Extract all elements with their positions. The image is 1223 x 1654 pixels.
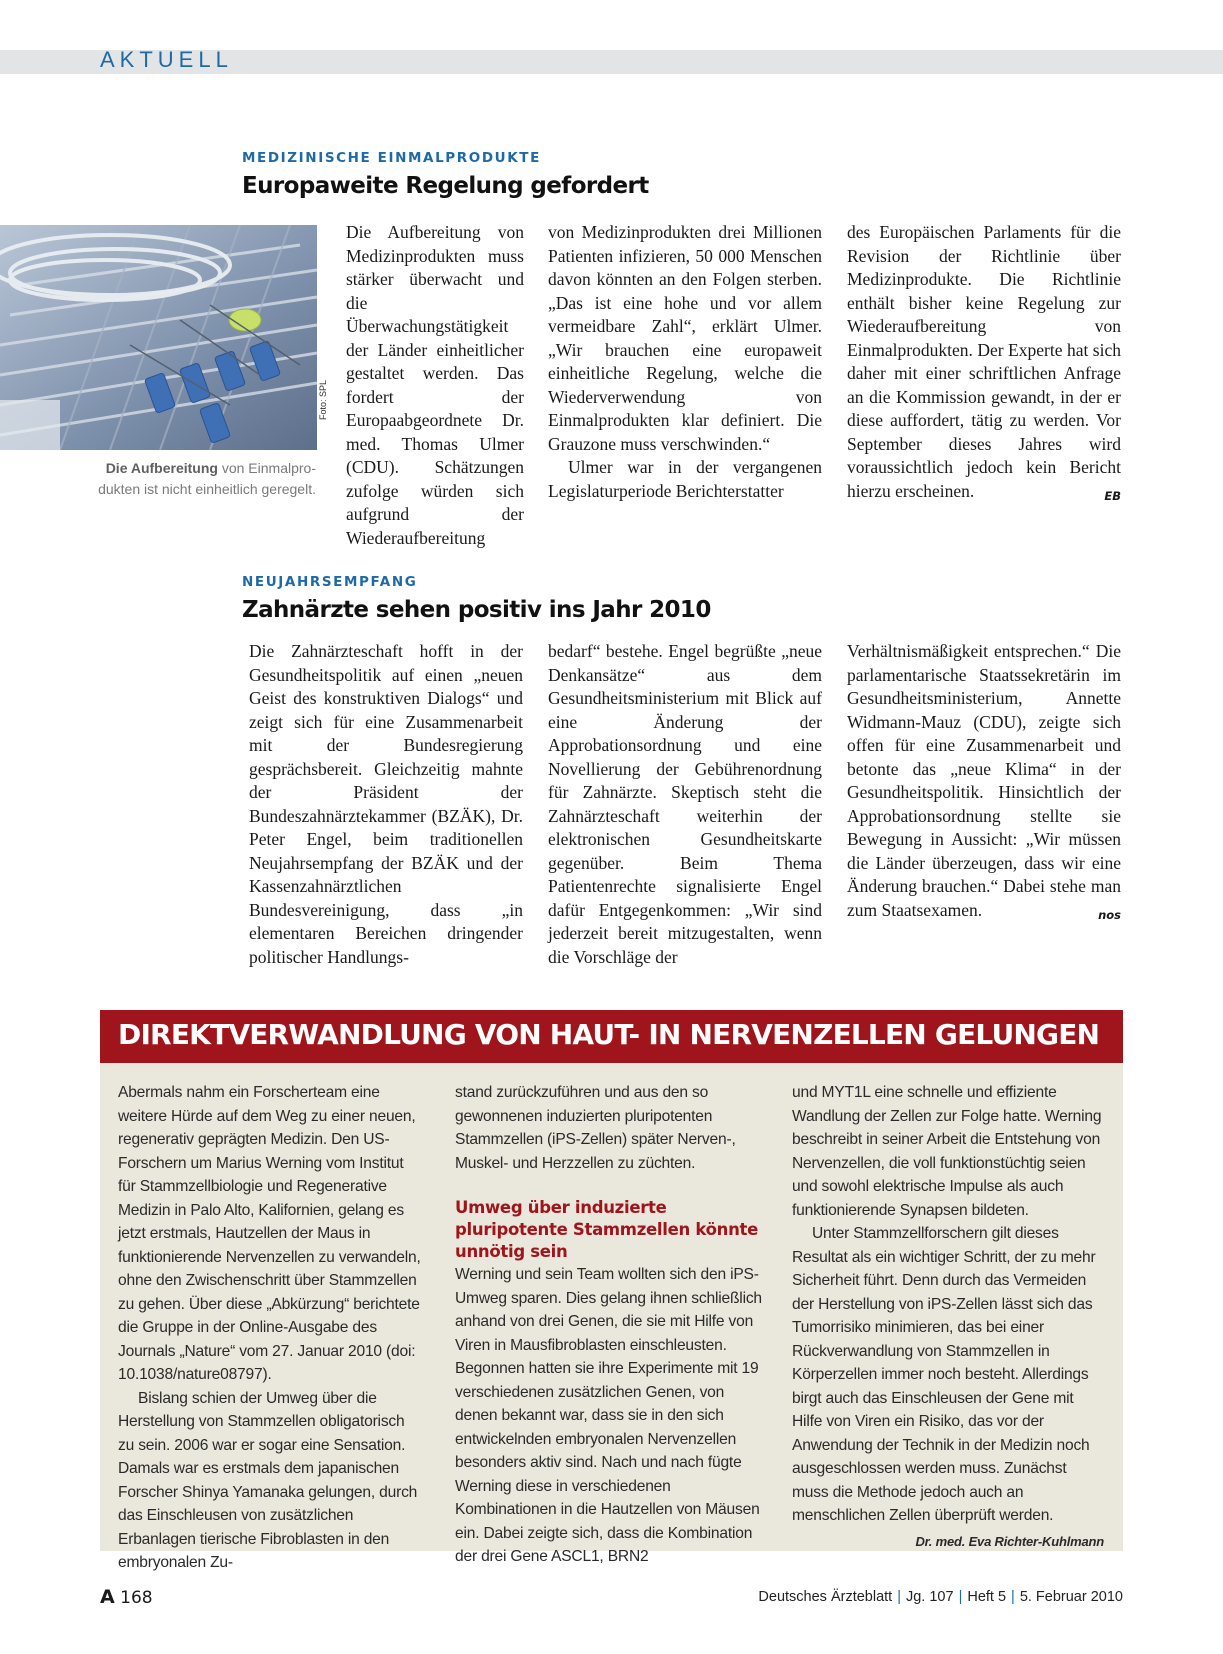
news-box-title: DIREKTVERWANDLUNG VON HAUT- IN NERVENZELLEN GELUNGEN bbox=[118, 1018, 1100, 1051]
article2-column-1 bbox=[249, 640, 523, 969]
article2-column-2 bbox=[548, 640, 822, 969]
journal-volume: Jg. 107 bbox=[905, 1589, 954, 1605]
article1-column-3 bbox=[847, 221, 1121, 508]
box-column-1 bbox=[118, 1081, 424, 1575]
article1-kicker: MEDIZINISCHE EINMALPRODUKTE bbox=[242, 150, 541, 166]
journal-issue: Heft 5 bbox=[967, 1589, 1007, 1605]
article1-col3-text bbox=[847, 221, 1121, 503]
box-col1-paragraph: Abermals nahm ein Forscherteam eine weitere Hürde auf dem Weg zu einer neuen, regenerativ geprägten Medizin. Den US-Forschern um Marius Werning vom Institut für Stammzellbiologie und Regenerative Medizin in Palo Alto, Kalifornien, gelang es jetzt erstmals, Hautzellen der Maus in funktionierende Nervenzellen zu verwandeln, ohne den Zwischenschritt über Stammzellen zu gehen. Über diese „Abkürzung“ berichtete die Gruppe in der Online-Ausgabe des Journals „Nature“ vom 27. Januar 2010 (doi: 10.1038/nature08797). bbox=[118, 1084, 421, 1383]
article1-title: Europaweite Regelung gefordert bbox=[242, 173, 649, 199]
box-column-2 bbox=[455, 1081, 767, 1569]
page-prefix: A bbox=[100, 1586, 115, 1608]
footer-separator: | bbox=[958, 1589, 963, 1605]
article2-col2-text: bedarf“ bestehe. Engel begrüßte „neue Denkansätze“ aus dem Gesundheitsministerium mit Blick auf eine Änderung der Approbationsordnung und eine Novellierung der Gebührenordnung für Zahnärzte. Skeptisch steht die Zahnärzteschaft weiterhin der elektronischen Gesundheitskarte gegenüber. Beim Thema Patientenrechte signalisierte Engel dafür Entgegenkommen: „Wir sind jederzeit bereit mitzugestalten, wenn die Vorschläge der bbox=[548, 641, 822, 967]
box-column-3 bbox=[792, 1081, 1104, 1553]
box-col3-paragraph: und MYT1L eine schnelle und effiziente Wandlung der Zellen zur Folge hatte. Werning beschreibt in seiner Arbeit die Entstehung von Nervenzellen, die voll funktionstüchtig seien und sowohl elektrische Impulse als auch funktionierende Synapsen bildeten. bbox=[792, 1084, 1102, 1219]
photo-credit: Foto: SPL bbox=[318, 379, 328, 420]
section-label: AKTUELL bbox=[100, 47, 233, 72]
footer-separator: | bbox=[1011, 1589, 1015, 1605]
article2-title: Zahnärzte sehen positiv ins Jahr 2010 bbox=[242, 597, 711, 623]
box-author: Dr. med. Eva Richter-Kuhlmann bbox=[915, 1533, 1104, 1549]
box-col2-paragraph: stand zurückzuführen und aus den so gewonnenen induzierten pluripotenten Stammzellen (iPS-Zellen) später Nerven-, Muskel- und Herzzellen zu züchten. bbox=[455, 1084, 736, 1172]
box-col2-paragraph: Werning und sein Team wollten sich den iPS-Umweg sparen. Dies gelang ihnen schließlich anhand von drei Genen, die sie mit Hilfe von Viren in Mausfibroblasten einschleusten. Begonnen hatten sie ihre Experimente mit 19 verschiedenen zusätzlichen Genen, von denen bekannt war, dass sie in den sich entwickelnden embryonalen Nervenzellen besonders aktiv sind. Nach und nach fügte Werning diese in verschiedenen Kombinationen in die Hautzellen von Mäusen ein. Dabei zeigte sich, dass die Kombination der drei Gene ASCL1, BRN2 bbox=[455, 1266, 762, 1565]
article2-column-3 bbox=[847, 640, 1121, 927]
box-subheading: Umweg über induzierte pluripotente Stammzellen könnte unnötig sein bbox=[455, 1198, 759, 1261]
article1-col1-text: Die Aufbereitung von Medizinprodukten muss stärker überwacht und die Überwachungstätigkeit der Länder einheitlicher gestaltet werden. Das fordert der Europaabgeordnete Dr. med. Thomas Ulmer (CDU). Schätzungen zufolge würden sich aufgrund der Wiederaufbereitung bbox=[346, 222, 524, 548]
article1-signature: EB bbox=[1104, 488, 1121, 503]
sterilization-tray-image bbox=[0, 225, 317, 450]
article2-col3-text bbox=[847, 640, 1121, 922]
article1-photo-caption bbox=[96, 458, 316, 500]
journal-footer bbox=[758, 1589, 1123, 1605]
article2-col3-body: Verhältnismäßigkeit entsprechen.“ Die parlamentarische Staatssekretärin im Gesundheitsministerium, Annette Widmann-Mauz (CDU), zeigte sich offen für eine Zusammenarbeit und betonte das „neue Klima“ in der Gesundheitspolitik. Hinsichtlich der Approbationsordnung stellte sie Bewegung in Aussicht: „Wir müssen die Länder überzeugen, dass wir eine Änderung brauchen.“ Dabei stehe man zum Staatsexamen. bbox=[847, 641, 1121, 920]
journal-date: 5. Februar 2010 bbox=[1019, 1589, 1123, 1605]
article1-col3-body: des Europäischen Parlaments für die Revision der Richtlinie über Medizinprodukte. Die Richtlinie enthält bisher keine Regelung zur Wiederaufbereitung von Einmalprodukten. Der Experte hat sich daher mit einer schriftlichen Anfrage an die Kommission gewandt, in der er diese auffordert, tätig zu werden. Vor September dieses Jahres wird voraussichtlich jedoch kein Bericht hierzu erscheinen. bbox=[847, 222, 1121, 501]
caption-bold: Die Aufbereitung bbox=[105, 460, 218, 476]
box-col3-body: Unter Stammzellforschern gilt dieses Resultat als ein wichtiger Schritt, der zu mehr Sicherheit führt. Denn durch das Vermeiden der Herstellung von iPS-Zellen lässt sich das Tumorrisiko minimieren, das bei einer Rückverwandlung von Stammzellen in Körperzellen immer noch besteht. Allerdings birgt auch das Einschleusen der Gene mit Hilfe von Viren ein Risiko, das vor der Anwendung der Technik in der Medizin noch ausgeschlossen werden muss. Zunächst muss die Methode jedoch auch an menschlichen Zellen überprüft werden. bbox=[792, 1225, 1096, 1524]
article1-column-2 bbox=[548, 221, 822, 503]
article1-col2-paragraph: von Medizinprodukten drei Millionen Patienten infizieren, 50 000 Menschen davon könnten an den Folgen sterben. „Das ist eine hohe und vor allem vermeidbare Zahl“, erklärt Ulmer. „Wir brauchen eine europaweit einheitliche Regelung, welche die Wiederverwendung von Einmalprodukten klar definiert. Die Grauzone muss verschwinden.“ bbox=[548, 222, 822, 454]
article2-signature: nos bbox=[1098, 907, 1121, 922]
footer-separator: | bbox=[897, 1589, 901, 1605]
page-number-value: 168 bbox=[120, 1588, 153, 1608]
caption-text: von Einmalpro-dukten ist nicht einheitlich geregelt. bbox=[98, 460, 316, 497]
article1-photo bbox=[0, 225, 317, 450]
article1-column-1 bbox=[346, 221, 524, 550]
box-col1-paragraph: Bislang schien der Umweg über die Herstellung von Stammzellen obligatorisch zu sein. 2006 war er sogar eine Sensation. Damals war es erstmals dem japanischen Forscher Shinya Yamanaka gelungen, durch das Einschleusen von zusätzlichen Erbanlagen tierische Fibroblasten in den embryonalen Zu- bbox=[118, 1389, 418, 1571]
journal-name: Deutsches Ärzteblatt bbox=[758, 1589, 893, 1605]
box-col3-paragraph bbox=[792, 1222, 1104, 1549]
page-number bbox=[100, 1586, 153, 1608]
article1-col2-paragraph: Ulmer war in der vergangenen Legislaturperiode Berichterstatter bbox=[548, 457, 822, 501]
article2-kicker: NEUJAHRSEMPFANG bbox=[242, 574, 418, 590]
article2-col1-text: Die Zahnärzteschaft hofft in der Gesundheitspolitik auf einen „neuen Geist des konstruktiven Dialogs“ und zeigt sich für eine Zusammenarbeit mit der Bundesregierung gesprächsbereit. Gleichzeitig mahnte der Präsident der Bundeszahnärztekammer (BZÄK), Dr. Peter Engel, beim traditionellen Neujahrsempfang der BZÄK und der Kassenzahnärztlichen Bundesvereinigung, dass „in elementaren Bereichen dringender politischer Handlungs- bbox=[249, 641, 523, 967]
